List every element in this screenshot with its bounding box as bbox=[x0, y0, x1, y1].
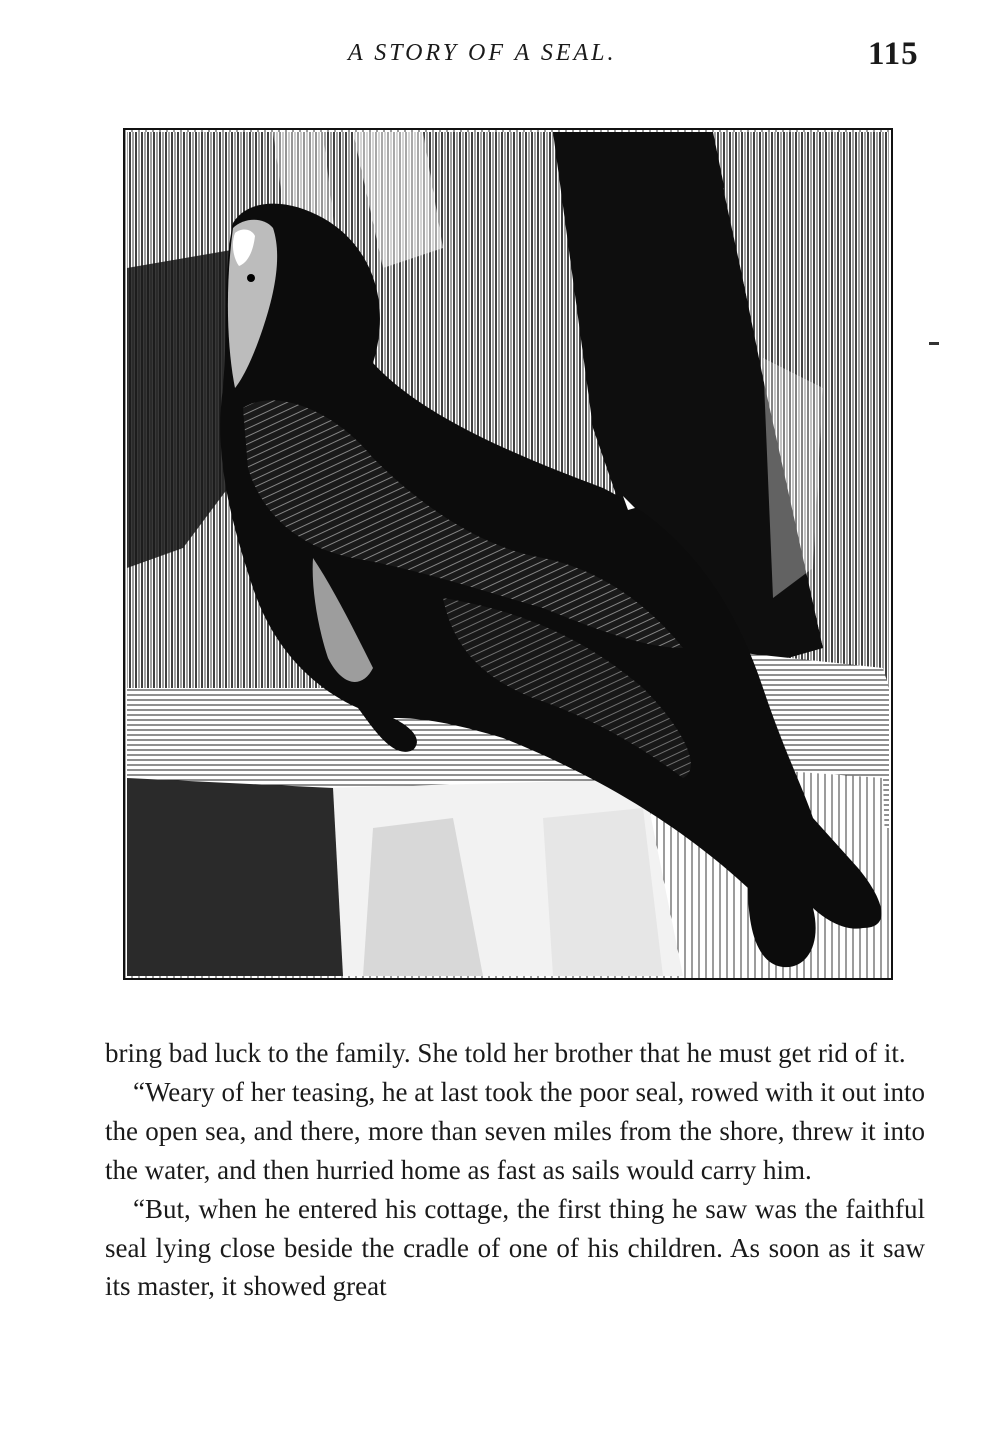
page-number: 115 bbox=[868, 36, 919, 72]
seal-illustration bbox=[123, 128, 893, 980]
paragraph: “Weary of her teasing, he at last took the poor seal, rowed with it out into the open sea, and there, more than seven miles from the shore, threw it into the water, and then hurried home as fast as sails would carry him. bbox=[105, 1076, 925, 1185]
running-head bbox=[0, 38, 1000, 78]
running-title: A STORY OF A SEAL. bbox=[348, 40, 617, 66]
seal-engraving-image bbox=[123, 128, 893, 980]
paragraph: bring bad luck to the family. She told her brother that he must get rid of it. bbox=[105, 1038, 906, 1068]
body-text bbox=[105, 1034, 925, 1306]
paragraph: “But, when he entered his cottage, the first thing he saw was the faithful seal lying close beside the cradle of one of his children. As soon as it saw its master, it showed great bbox=[105, 1193, 925, 1302]
stray-ink-mark bbox=[929, 342, 939, 345]
